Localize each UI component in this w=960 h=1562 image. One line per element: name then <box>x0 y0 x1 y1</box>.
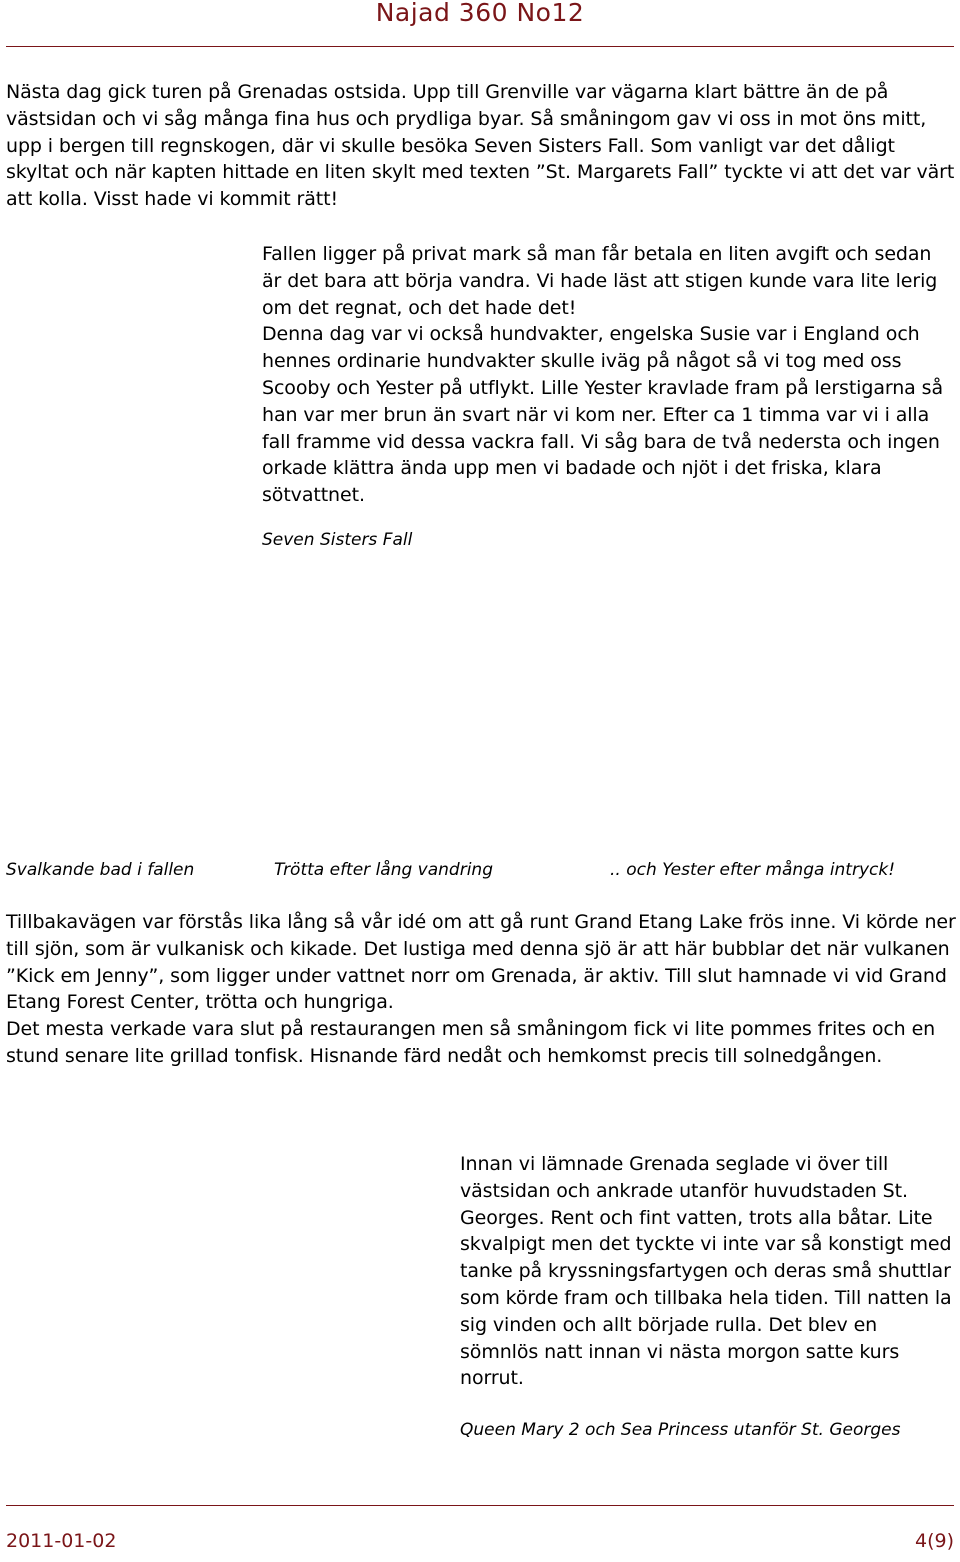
return-paragraph: Tillbakavägen var förstås lika lång så vår idé om att gå runt Grand Etang Lake frös inne. Vi körde ner till sjön, som är vulkanisk och kikade. Det lustiga med denna sjö är att här bubblar det när vulkanen ”Kick em Jenny”, som ligger under vattnet norr om Grenada, är aktiv. Till slut hamnade vi vid Grand Etang Forest Center, trötta och hungriga. <box>6 911 956 1014</box>
dogs-paragraph: Denna dag var vi också hundvakter, engelska Susie var i England och hennes ordinarie hundvakter skulle iväg på något så vi tog med oss Scooby och Yester på utflykt. Lille Yester kravlade fram på lerstigarna så han var mer brun än svart när vi kom ner. Efter ca 1 timma var vi i alla fall framme vid dessa vackra fall. Vi såg bara de två nedersta och ingen orkade klättra ända upp men vi badade och njöt i det friska, klara sötvattnet. <box>262 323 944 507</box>
footer-divider <box>6 1505 954 1506</box>
anchor-paragraph: Innan vi lämnade Grenada seglade vi över till västsidan och ankrade utanför huvudstaden St. Georges. Rent och fint vatten, trots alla båtar. Lite skvalpigt men det tyckte vi inte var så konstigt med tanke på kryssningsfartygen och deras små shuttlar som körde fram och tillbaka hela tiden. Till natten la sig vinden och allt började rulla. Det blev en sömnlös natt innan vi nästa morgon satte kurs norrut. <box>460 1153 952 1390</box>
falls-section <box>262 241 952 509</box>
return-section <box>6 909 956 1070</box>
header-divider <box>6 46 954 47</box>
restaurant-paragraph: Det mesta verkade vara slut på restaurangen men så småningom fick vi lite pommes frites och en stund senare lite grillad tonfisk. Hisnande färd nedåt och hemkomst precis till solnedgången. <box>6 1018 936 1067</box>
caption-bath: Svalkande bad i fallen <box>6 860 195 880</box>
intro-paragraph: Nästa dag gick turen på Grenadas ostsida. Upp till Grenville var vägarna klart bättre än de på västsidan och vi såg många fina hus och prydliga byar. Så småningom gav vi oss in mot öns mitt, upp i bergen till regnskogen, där vi skulle besöka Seven Sisters Fall. Som vanligt var det dåligt skyltat och när kapten hittade en liten skylt med texten ”St. Margarets Fall” tyckte vi att det var värt att kolla. Visst hade vi kommit rätt! <box>6 81 955 211</box>
footer-date: 2011-01-02 <box>6 1530 117 1552</box>
caption-seven-sisters: Seven Sisters Fall <box>262 530 413 550</box>
page-number: 4(9) <box>914 1530 954 1552</box>
document-header-title: Najad 360 No12 <box>375 0 585 27</box>
caption-yester: .. och Yester efter många intryck! <box>610 860 896 880</box>
falls-paragraph: Fallen ligger på privat mark så man får betala en liten avgift och sedan är det bara att börja vandra. Vi hade läst att stigen kunde vara lite lerig om det regnat, och det hade det! <box>262 243 938 319</box>
caption-tired: Trötta efter lång vandring <box>274 860 493 880</box>
caption-queen-mary: Queen Mary 2 och Sea Princess utanför St. Georges <box>460 1420 901 1440</box>
